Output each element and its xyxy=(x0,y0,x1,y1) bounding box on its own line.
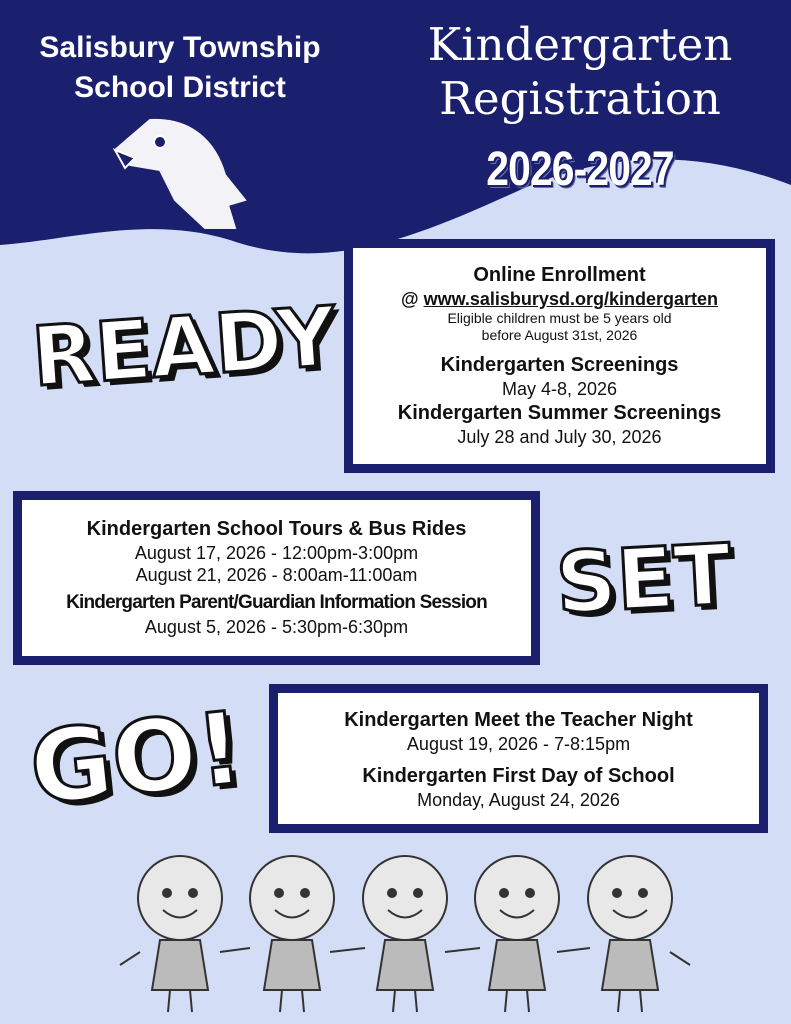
district-line-1: Salisbury Township xyxy=(39,31,321,64)
tours-date-1: August 17, 2026 - 12:00pm-3:00pm xyxy=(134,543,419,563)
teacher-night-date: August 19, 2026 - 7-8:15pm xyxy=(406,734,631,754)
district-name xyxy=(10,28,350,108)
screenings-date: May 4-8, 2026 xyxy=(501,379,618,399)
title-line-1: Kindergarten xyxy=(427,18,733,71)
ready-word: READY xyxy=(29,289,340,406)
eligibility-note-1: Eligible children must be 5 years old xyxy=(447,310,672,326)
district-line-2: School District xyxy=(74,71,286,104)
info-session-date: August 5, 2026 - 5:30pm-6:30pm xyxy=(144,617,409,637)
children-illustration xyxy=(120,856,690,1012)
first-day-heading: Kindergarten First Day of School xyxy=(362,765,675,787)
summer-screenings-date: July 28 and July 30, 2026 xyxy=(457,427,662,447)
tours-heading: Kindergarten School Tours & Bus Rides xyxy=(86,518,467,540)
teacher-night-heading: Kindergarten Meet the Teacher Night xyxy=(344,709,693,731)
first-day-date: Monday, August 24, 2026 xyxy=(417,790,620,810)
enrollment-heading: Online Enrollment xyxy=(473,264,646,286)
page-title xyxy=(395,18,765,126)
enrollment-box xyxy=(347,242,772,470)
set-word: SET xyxy=(553,525,734,633)
teacher-night-box xyxy=(272,687,765,830)
summer-screenings-heading: Kindergarten Summer Screenings xyxy=(397,402,722,424)
school-year: 2026-2027 xyxy=(486,143,674,196)
tours-date-2: August 21, 2026 - 8:00am-11:00am xyxy=(135,565,418,585)
at-symbol: @ xyxy=(401,289,424,309)
info-session-heading: Kindergarten Parent/Guardian Information Session xyxy=(66,592,487,613)
tours-box xyxy=(16,494,537,662)
eligibility-note-2: before August 31st, 2026 xyxy=(481,327,638,343)
go-word: GO! xyxy=(24,689,249,828)
title-line-2: Registration xyxy=(439,72,721,125)
enrollment-link[interactable]: www.salisburysd.org/kindergarten xyxy=(423,289,718,309)
screenings-heading: Kindergarten Screenings xyxy=(440,354,679,376)
